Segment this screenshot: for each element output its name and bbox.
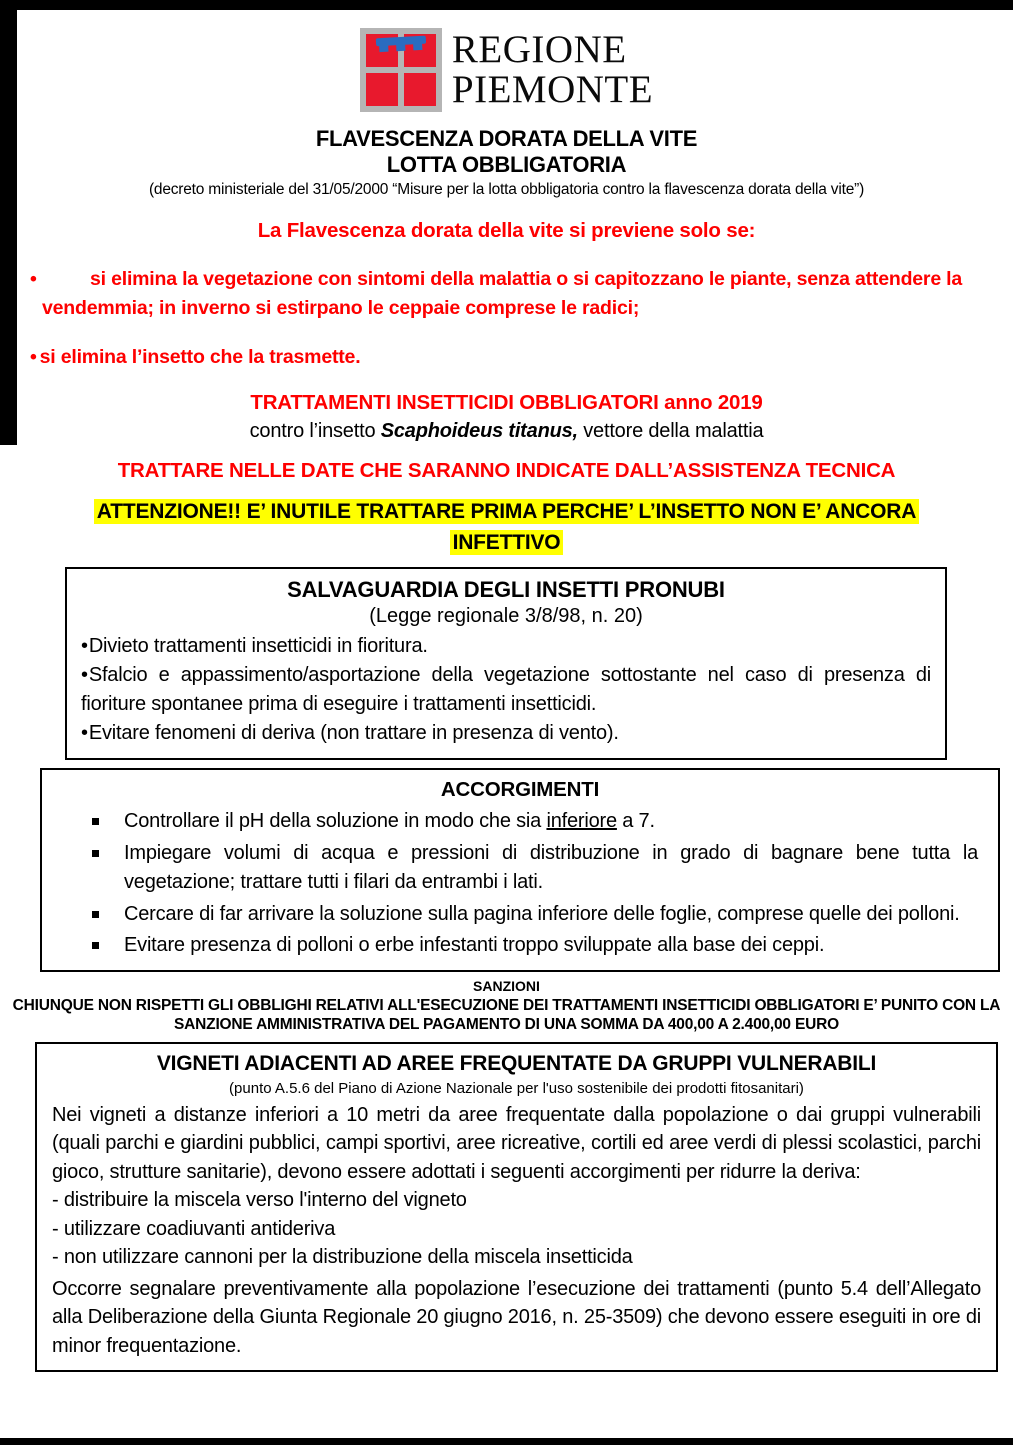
sanzioni-section — [0, 978, 1013, 1035]
accorgimenti-list — [62, 807, 978, 961]
prevention-bullet-list — [30, 265, 971, 372]
vigneti-box — [35, 1042, 998, 1372]
accorgimenti-box — [40, 768, 1000, 972]
warning-line-2-text: INFETTIVO — [450, 530, 564, 555]
list-item: Cercare di far arrivare la soluzione sulla pagina inferiore delle foglie, comprese quelle dei polloni. — [62, 900, 978, 930]
vigneti-dash-item: - utilizzare coadiuvanti antideriva — [52, 1217, 336, 1240]
warning-line-2 — [0, 527, 1013, 558]
salvaguardia-title: SALVAGUARDIA DEGLI INSETTI PRONUBI — [287, 577, 725, 602]
salvaguardia-box — [65, 567, 947, 760]
scan-edge-left — [0, 0, 17, 445]
vigneti-title: VIGNETI ADIACENTI AD AREE FREQUENTATE DA GRUPPI VULNERABILI — [156, 1051, 877, 1075]
sanzioni-title: SANZIONI — [473, 977, 540, 994]
document-title-line1: FLAVESCENZA DORATA DELLA VITE — [315, 126, 698, 151]
prevention-bullet-2-text: si elimina l’insetto che la trasmette. — [39, 345, 361, 368]
vigneti-dash-item: - distribuire la miscela verso l'interno del vigneto — [52, 1189, 467, 1211]
salvaguardia-list — [81, 632, 931, 748]
vigneti-paragraph-1: Nei vigneti a distanze inferiori a 10 metri da aree frequentate dalla popolazione o dai gruppi vulnerabili (quali parchi e giardini pubblici, campi sportivi, aree ricreative, cortili ed aree verdi di plessi scolastici, parchi gioco, strutture sanitarie), devono essere adottati i seguenti accorgimenti per ridurre la deriva: — [52, 1103, 981, 1183]
item-prefix: Controllare il pH della soluzione in modo che sia — [124, 810, 547, 832]
document-title-line2: LOTTA OBBLIGATORIA — [386, 152, 627, 177]
bullet-icon: • — [30, 345, 37, 368]
warning-banner — [0, 496, 1013, 558]
logo-word-regione: REGIONE — [451, 28, 627, 71]
scan-edge-bottom — [0, 1438, 1013, 1445]
logo-wordmark — [452, 28, 653, 110]
treatments-heading: TRATTAMENTI INSETTICIDI OBBLIGATORI anno 2019 — [250, 391, 763, 414]
document-title — [0, 126, 1013, 178]
vector-line-suffix: vettore della malattia — [577, 420, 764, 442]
list-item: Impiegare volumi di acqua e pressioni di distribuzione in grado di bagnare bene tutta la vegetazione; trattare tutti i filari da entrambi i lati. — [62, 839, 978, 898]
salvaguardia-subtitle: (Legge regionale 3/8/98, n. 20) — [369, 605, 643, 627]
vigneti-paragraph-2: Occorre segnalare preventivamente alla popolazione l’esecuzione dei trattamenti (punto 5.4 dell’Allegato alla Deliberazione della Giunta Regionale 20 giugno 2016, n. 25-3509) che devono essere eseguiti in ore di minor frequentazione. — [52, 1277, 981, 1357]
scan-edge-top — [0, 0, 1013, 10]
prevention-bullet-2 — [30, 343, 971, 372]
vigneti-subtitle: (punto A.5.6 del Piano di Azione Nazionale per l'uso sostenibile dei prodotti fitosanitari) — [229, 1079, 804, 1097]
warning-line-1 — [0, 496, 1013, 527]
bullet-icon: • — [30, 268, 37, 290]
sanzioni-body: CHIUNQUE NON RISPETTI GLI OBBLIGHI RELATIVI ALL'ESECUZIONE DEI TRATTAMENTI INSETTICIDI OBBLIGATORI E’ PUNITO CON LA SANZIONE AMMINISTRATIVA DEL PAGAMENTO DI UNA SOMMA DA 400,00 A 2.400,00 EURO — [12, 996, 1001, 1033]
logo-word-piemonte: PIEMONTE — [451, 68, 654, 111]
treatment-dates-heading: TRATTARE NELLE DATE CHE SARANNO INDICATE DALL’ASSISTENZA TECNICA — [117, 459, 896, 482]
accorgimenti-title: ACCORGIMENTI — [440, 778, 600, 801]
species-name: Scaphoideus titanus, — [380, 420, 578, 442]
prevention-heading: La Flavescenza dorata della vite si previene solo se: — [257, 219, 756, 242]
document-subtitle: (decreto ministeriale del 31/05/2000 “Misure per la lotta obbligatoria contro la flavescenza dorata della vite”) — [148, 181, 865, 198]
list-item — [62, 807, 978, 837]
item-underlined-word: inferiore — [546, 810, 617, 832]
vigneti-dash-item: - non utilizzare cannoni per la distribuzione della miscela insetticida — [52, 1246, 633, 1268]
prevention-bullet-1 — [30, 265, 971, 323]
vector-insect-line — [0, 420, 1013, 443]
vector-line-prefix: contro l’insetto — [249, 420, 381, 442]
item-suffix: a 7. — [616, 810, 655, 832]
piemonte-coat-of-arms-icon — [360, 28, 442, 112]
prevention-bullet-1-text: si elimina la vegetazione con sintomi della malattia o si capitozzano le piante, senza attendere la vendemmia; in inverno si estirpano le ceppaie comprese le radici; — [42, 268, 963, 319]
list-item: Evitare presenza di polloni o erbe infestanti troppo sviluppate alla base dei ceppi. — [62, 931, 978, 961]
warning-line-1-text: ATTENZIONE!! E’ INUTILE TRATTARE PRIMA PERCHE’ L’INSETTO NON E’ ANCORA — [94, 499, 919, 524]
region-logo — [0, 0, 1013, 112]
list-item: • Sfalcio e appassimento/asportazione della vegetazione sottostante nel caso di presenza di fioriture spontanee prima di eseguire i trattamenti insetticidi. — [81, 661, 931, 719]
list-item: • Divieto trattamenti insetticidi in fioritura. — [81, 632, 931, 661]
list-item: • Evitare fenomeni di deriva (non trattare in presenza di vento). — [81, 719, 931, 748]
